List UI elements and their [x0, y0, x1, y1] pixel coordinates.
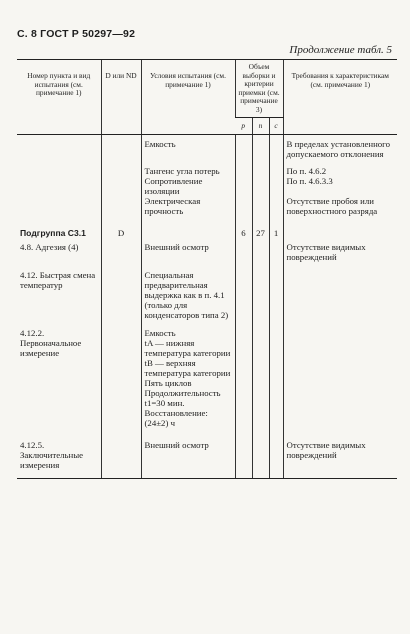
cell-conditions: Сопротивление изоляции — [141, 176, 235, 196]
cell-p — [235, 440, 252, 479]
cell-n — [252, 139, 269, 159]
cell-dnd — [101, 196, 141, 216]
cell-conditions — [141, 228, 235, 238]
cell-requirements: По п. 4.6.2 — [283, 166, 397, 176]
col-header-requirements: Требования к характеристикам (см. примечание 1) — [283, 60, 397, 135]
cell-requirements: В пределах установленного допускаемого отклонения — [283, 139, 397, 159]
cell-requirements: Отсутствие видимых повреждений — [283, 440, 397, 479]
cell-p — [235, 196, 252, 216]
cell-item: 4.12.5. Заключительные измерения — [17, 440, 101, 479]
condition-line: Пять циклов — [144, 377, 192, 388]
cell-p — [235, 328, 252, 428]
cell-n: 27 — [252, 228, 269, 238]
spacer-row — [17, 320, 397, 328]
cell-item — [17, 166, 101, 176]
cell-requirements: Отсутствие видимых повреждений — [283, 242, 397, 262]
page-header: С. 8 ГОСТ Р 50297—92 — [17, 28, 136, 40]
cell-p: 6 — [235, 228, 252, 238]
cell-conditions: Внешний осмотр — [141, 440, 235, 479]
table-row — [17, 270, 397, 320]
col-header-item: Номер пункта и вид испытания (см. примечание 1) — [17, 60, 101, 135]
col-header-p: p — [235, 118, 252, 135]
cell-dnd — [101, 440, 141, 479]
cell-n — [252, 166, 269, 176]
cell-c — [269, 196, 283, 216]
table-row — [17, 242, 397, 262]
cell-c — [269, 139, 283, 159]
cell-conditions: Специальная предварительная выдержка как в п. 4.1 (только для конденсаторов типа 2) — [141, 270, 235, 320]
condition-line: Восстановление: (24±2) ч — [144, 407, 208, 428]
condition-line: tB — верхняя температура категории — [144, 357, 231, 378]
cell-item: 4.8. Адгезия (4) — [20, 241, 79, 252]
cell-item: 4.12.2. Первоначальное измерение — [20, 327, 82, 358]
cell-p — [235, 166, 252, 176]
cell-c — [269, 166, 283, 176]
cell-c — [269, 242, 283, 262]
cell-p — [235, 176, 252, 196]
cell-conditions — [141, 328, 235, 428]
cell-item — [17, 196, 101, 216]
cell-conditions: Тангенс угла потерь — [141, 166, 235, 176]
table-continuation-label: Продолжение табл. 5 — [289, 44, 392, 56]
condition-line: tA — нижняя температура категории — [144, 337, 231, 358]
cell-n — [252, 176, 269, 196]
cell-c — [269, 328, 283, 428]
table-row — [17, 176, 397, 196]
spacer-row — [17, 216, 397, 228]
cell-n — [252, 242, 269, 262]
cell-dnd — [101, 328, 141, 428]
cell-n — [252, 270, 269, 320]
cell-requirements — [283, 270, 397, 320]
cell-item — [17, 176, 101, 196]
col-header-dnd: D или ND — [101, 60, 141, 135]
cell-requirements — [283, 328, 397, 428]
table-row — [17, 328, 397, 428]
cell-conditions: Электрическая прочность — [141, 196, 235, 216]
cell-n — [252, 328, 269, 428]
col-header-conditions: Условия испытания (см. примечание 1) — [141, 60, 235, 135]
cell-c: 1 — [269, 228, 283, 238]
cell-dnd: D — [101, 228, 141, 238]
col-header-sample: Объем выборки и критерии приемки (см. примечание 3) — [235, 60, 283, 118]
col-header-n: n — [252, 118, 269, 135]
condition-line: Продолжительность t1=30 мин. — [144, 387, 221, 408]
spacer-row — [17, 262, 397, 270]
cell-dnd — [101, 176, 141, 196]
table-row — [17, 196, 397, 216]
table-row-subgroup — [17, 228, 397, 238]
table-row — [17, 139, 397, 159]
cell-c — [269, 270, 283, 320]
cell-conditions: Внешний осмотр — [141, 242, 235, 262]
cell-dnd — [101, 166, 141, 176]
cell-c — [269, 176, 283, 196]
cell-requirements: Отсутствие пробоя или поверхностного разряда — [283, 196, 397, 216]
cell-item: 4.12. Быстрая смена температур — [20, 269, 96, 290]
spacer-row — [17, 428, 397, 440]
table-header-row — [17, 60, 397, 118]
table-row — [17, 166, 397, 176]
cell-p — [235, 270, 252, 320]
cell-conditions: Емкость — [141, 139, 235, 159]
condition-line: Емкость — [144, 327, 176, 338]
spacer-row — [17, 159, 397, 166]
cell-n — [252, 440, 269, 479]
cell-n — [252, 196, 269, 216]
cell-p — [235, 242, 252, 262]
cell-item: Подгруппа С3.1 — [20, 227, 86, 238]
cell-requirements: По п. 4.6.3.3 — [283, 176, 397, 196]
cell-item — [17, 139, 101, 159]
table-row — [17, 440, 397, 479]
cell-dnd — [101, 139, 141, 159]
test-table — [17, 59, 397, 479]
col-header-c: c — [269, 118, 283, 135]
cell-requirements — [283, 228, 397, 238]
cell-dnd — [101, 270, 141, 320]
cell-dnd — [101, 242, 141, 262]
cell-p — [235, 139, 252, 159]
cell-c — [269, 440, 283, 479]
